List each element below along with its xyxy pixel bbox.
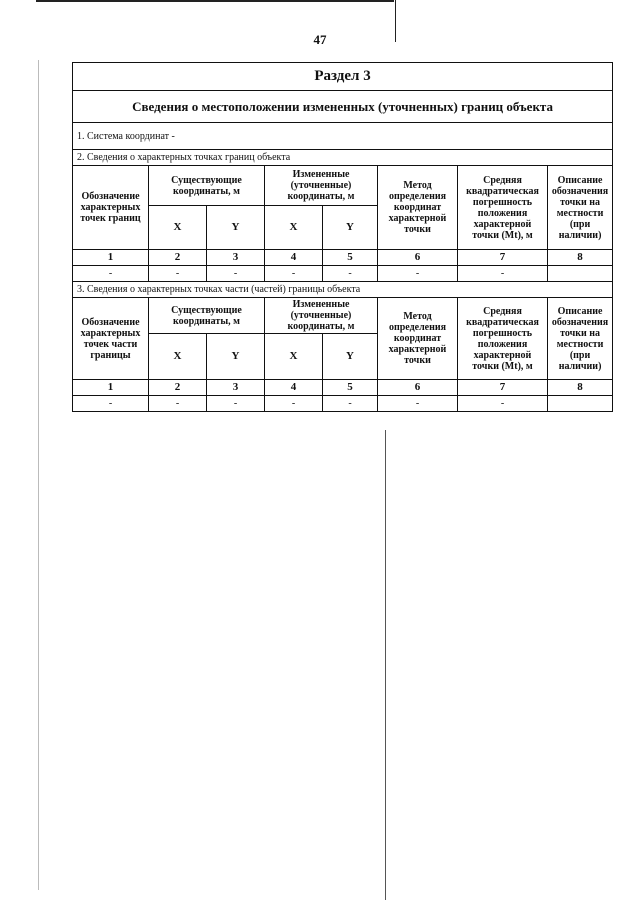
table1-cell: -	[458, 266, 548, 282]
table2-header-method: Метод определения координат характерной точки	[378, 298, 458, 380]
scan-fold-line-bottom	[385, 430, 386, 900]
table2-existing-y: Y	[207, 334, 265, 380]
table1-existing-x: X	[149, 206, 207, 250]
table2-cell: -	[149, 396, 207, 412]
table2-col-number: 3	[207, 380, 265, 396]
table1-cell	[548, 266, 613, 282]
section-subtitle: Сведения о местоположении измененных (уточненных) границ объекта	[73, 91, 613, 123]
table2-caption: 3. Сведения о характерных точках части (частей) границы объекта	[73, 282, 613, 298]
table1-caption: 2. Сведения о характерных точках границ объекта	[73, 150, 613, 166]
table2-cell: -	[265, 396, 323, 412]
table2-column-number-row	[73, 380, 613, 396]
table2-changed-y: Y	[323, 334, 378, 380]
table2-col-number: 1	[73, 380, 149, 396]
table1-header-point: Обозначение характерных точек границ	[73, 166, 149, 250]
table1-header-existing: Существующие координаты, м	[149, 166, 265, 206]
table2-cell: -	[73, 396, 149, 412]
table1-cell: -	[73, 266, 149, 282]
table1-cell: -	[207, 266, 265, 282]
table2-cell: -	[458, 396, 548, 412]
table2-col-number: 8	[548, 380, 613, 396]
table1-cell: -	[265, 266, 323, 282]
scan-top-edge-line	[36, 0, 394, 2]
section-3-table	[72, 62, 613, 412]
table2-col-number: 2	[149, 380, 207, 396]
table1-col-number: 4	[265, 250, 323, 266]
table2-cell	[548, 396, 613, 412]
table1-col-number: 5	[323, 250, 378, 266]
table2-cell: -	[378, 396, 458, 412]
table1-column-number-row	[73, 250, 613, 266]
table2-existing-x: X	[149, 334, 207, 380]
table2-header-point: Обозначение характерных точек части границы	[73, 298, 149, 380]
table1-col-number: 8	[548, 250, 613, 266]
table2-header-existing: Существующие координаты, м	[149, 298, 265, 334]
page-number: 47	[313, 32, 327, 47]
table1-changed-x: X	[265, 206, 323, 250]
table1-cell: -	[323, 266, 378, 282]
table2-header-description: Описание обозначения точки на местности (при наличии)	[548, 298, 613, 380]
table1-cell: -	[378, 266, 458, 282]
table1-header-changed: Измененные (уточненные) координаты, м	[265, 166, 378, 206]
table1-col-number: 7	[458, 250, 548, 266]
table2-col-number: 4	[265, 380, 323, 396]
table1-header-method: Метод определения координат характерной точки	[378, 166, 458, 250]
table1-header-error: Средняя квадратическая погрешность положения характерной точки (Mt), м	[458, 166, 548, 250]
table2-col-number: 5	[323, 380, 378, 396]
table2-header-error: Средняя квадратическая погрешность положения характерной точки (Mt), м	[458, 298, 548, 380]
table-row	[73, 396, 613, 412]
table2-cell: -	[207, 396, 265, 412]
table1-cell: -	[149, 266, 207, 282]
table2-col-number: 6	[378, 380, 458, 396]
coordinate-system-row: 1. Система координат -	[73, 123, 613, 150]
table1-header-description: Описание обозначения точки на местности (при наличии)	[548, 166, 613, 250]
table2-cell: -	[323, 396, 378, 412]
section-title: Раздел 3	[73, 63, 613, 91]
table2-changed-x: X	[265, 334, 323, 380]
table1-col-number: 6	[378, 250, 458, 266]
table1-col-number: 1	[73, 250, 149, 266]
table1-col-number: 2	[149, 250, 207, 266]
table2-col-number: 7	[458, 380, 548, 396]
scan-left-edge-line	[38, 60, 39, 890]
table1-changed-y: Y	[323, 206, 378, 250]
table-row	[73, 266, 613, 282]
table1-col-number: 3	[207, 250, 265, 266]
table2-header-changed: Измененные (уточненные) координаты, м	[265, 298, 378, 334]
table1-existing-y: Y	[207, 206, 265, 250]
